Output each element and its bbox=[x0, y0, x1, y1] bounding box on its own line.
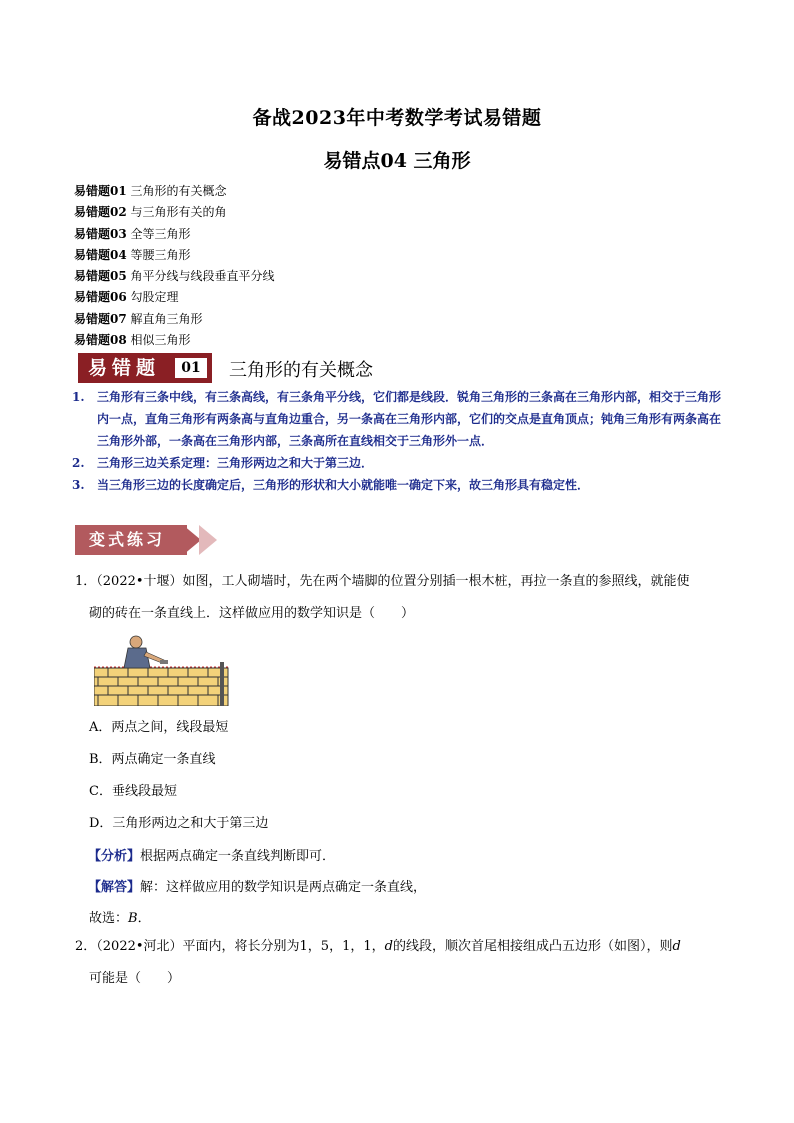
key-point-number: 1. bbox=[72, 390, 85, 404]
toc-item-text: 角平分线与线段垂直平分线 bbox=[130, 269, 275, 284]
toc-item-label: 易错题05 bbox=[74, 269, 127, 284]
analysis bbox=[88, 845, 335, 864]
key-point-text: 三角形三边关系定理：三角形两边之和大于第三边． bbox=[97, 456, 374, 470]
table-of-contents bbox=[74, 181, 275, 351]
answer-text: 解：这样做应用的数学知识是两点确定一条直线， bbox=[140, 880, 427, 895]
variable-d: d bbox=[384, 939, 393, 954]
key-point-number: 3. bbox=[72, 478, 85, 492]
key-points bbox=[72, 386, 732, 496]
toc-item[interactable] bbox=[74, 202, 275, 223]
analysis-text: 根据两点确定一条直线判断即可． bbox=[140, 849, 336, 864]
analysis-label: 【分析】 bbox=[88, 849, 141, 864]
choice-value: B bbox=[128, 911, 138, 926]
question-stem-line: 1．（2022•十堰）如图，工人砌墙时，先在两个墙脚的位置分别插一根木桩，再拉一条直的参照线，就能使 bbox=[75, 574, 690, 589]
answer bbox=[88, 876, 426, 895]
key-point bbox=[72, 452, 732, 474]
question-stem-line: 砌的砖在一条直线上．这样做应用的数学知识是（ ） bbox=[89, 606, 415, 621]
key-point-text: 当三角形三边的长度确定后，三角形的形状和大小就能唯一确定下来，故三角形具有稳定性． bbox=[97, 478, 590, 492]
toc-item-label: 易错题08 bbox=[74, 333, 127, 348]
toc-item[interactable] bbox=[74, 245, 275, 266]
chevron-right-icon bbox=[199, 525, 217, 555]
toc-item-label: 易错题06 bbox=[74, 290, 127, 305]
choice-end: ． bbox=[137, 911, 151, 926]
toc-item-text: 全等三角形 bbox=[130, 226, 191, 241]
toc-item-text: 相似三角形 bbox=[130, 333, 191, 348]
toc-item-text: 三角形的有关概念 bbox=[130, 184, 227, 198]
key-point bbox=[72, 386, 732, 452]
section-title: 三角形的有关概念 bbox=[229, 360, 373, 381]
toc-item[interactable] bbox=[74, 224, 275, 245]
banner-number: 01 bbox=[175, 358, 207, 378]
toc-item[interactable] bbox=[74, 309, 275, 330]
answer-label: 【解答】 bbox=[88, 880, 141, 895]
toc-item[interactable] bbox=[74, 181, 275, 202]
toc-item-text: 解直角三角形 bbox=[130, 311, 203, 326]
question-stem-line bbox=[75, 931, 735, 963]
toc-item-text: 等腰三角形 bbox=[130, 247, 191, 262]
toc-item-text: 与三角形有关的角 bbox=[130, 205, 227, 220]
section-banner bbox=[78, 353, 212, 383]
option-b[interactable]: B．两点确定一条直线 bbox=[89, 752, 216, 767]
banner-tag: 易错题 bbox=[78, 353, 170, 383]
bricklayer-figure bbox=[94, 634, 230, 706]
toc-item[interactable] bbox=[74, 266, 275, 287]
variable-d: d bbox=[672, 939, 681, 954]
key-point-text: 三角形有三条中线，有三条高线，有三条角平分线，它们都是线段．锐角三角形的三条高在三角形内部，相交于三角形内一点，直角三角形有两条高与直角边重合，另一条高在三角形内部，它们的交点是直角顶点；钝角三角形有两条高在三角形外部，一条高在三角形内部，三条高所在直线相交于三角形外一点． bbox=[97, 390, 722, 448]
wall-illustration bbox=[94, 634, 230, 706]
toc-item-text: 勾股定理 bbox=[130, 290, 179, 305]
option-a[interactable]: A．两点之间，线段最短 bbox=[89, 720, 229, 735]
practice-label: 变式练习 bbox=[75, 525, 187, 555]
toc-item-label: 易错题07 bbox=[74, 311, 127, 326]
choice-line bbox=[89, 907, 151, 926]
question-stem-line: 可能是（ ） bbox=[89, 971, 181, 986]
document-title: 备战2023年中考数学考试易错题 bbox=[252, 107, 542, 129]
practice-banner bbox=[75, 525, 223, 555]
toc-item[interactable] bbox=[74, 287, 275, 308]
toc-item[interactable] bbox=[74, 330, 275, 351]
option-c[interactable]: C．垂线段最短 bbox=[89, 784, 177, 799]
toc-item-label: 易错题02 bbox=[74, 205, 127, 220]
toc-item-label: 易错题01 bbox=[74, 184, 127, 198]
key-point bbox=[72, 474, 732, 496]
document-subtitle: 易错点04 三角形 bbox=[323, 150, 471, 172]
key-point-number: 2. bbox=[72, 456, 85, 470]
question-2-stem bbox=[75, 931, 735, 995]
toc-item-label: 易错题03 bbox=[74, 226, 127, 241]
toc-item-label: 易错题04 bbox=[74, 247, 127, 262]
option-d[interactable]: D．三角形两边之和大于第三边 bbox=[89, 816, 269, 831]
question-1-stem bbox=[75, 566, 735, 630]
choice-text: 故选： bbox=[89, 911, 129, 926]
question-stem-part: 2．（2022•河北）平面内，将长分别为1，5，1，1， bbox=[75, 939, 385, 954]
question-stem-part: 的线段，顺次首尾相接组成凸五边形（如图），则 bbox=[392, 939, 673, 954]
